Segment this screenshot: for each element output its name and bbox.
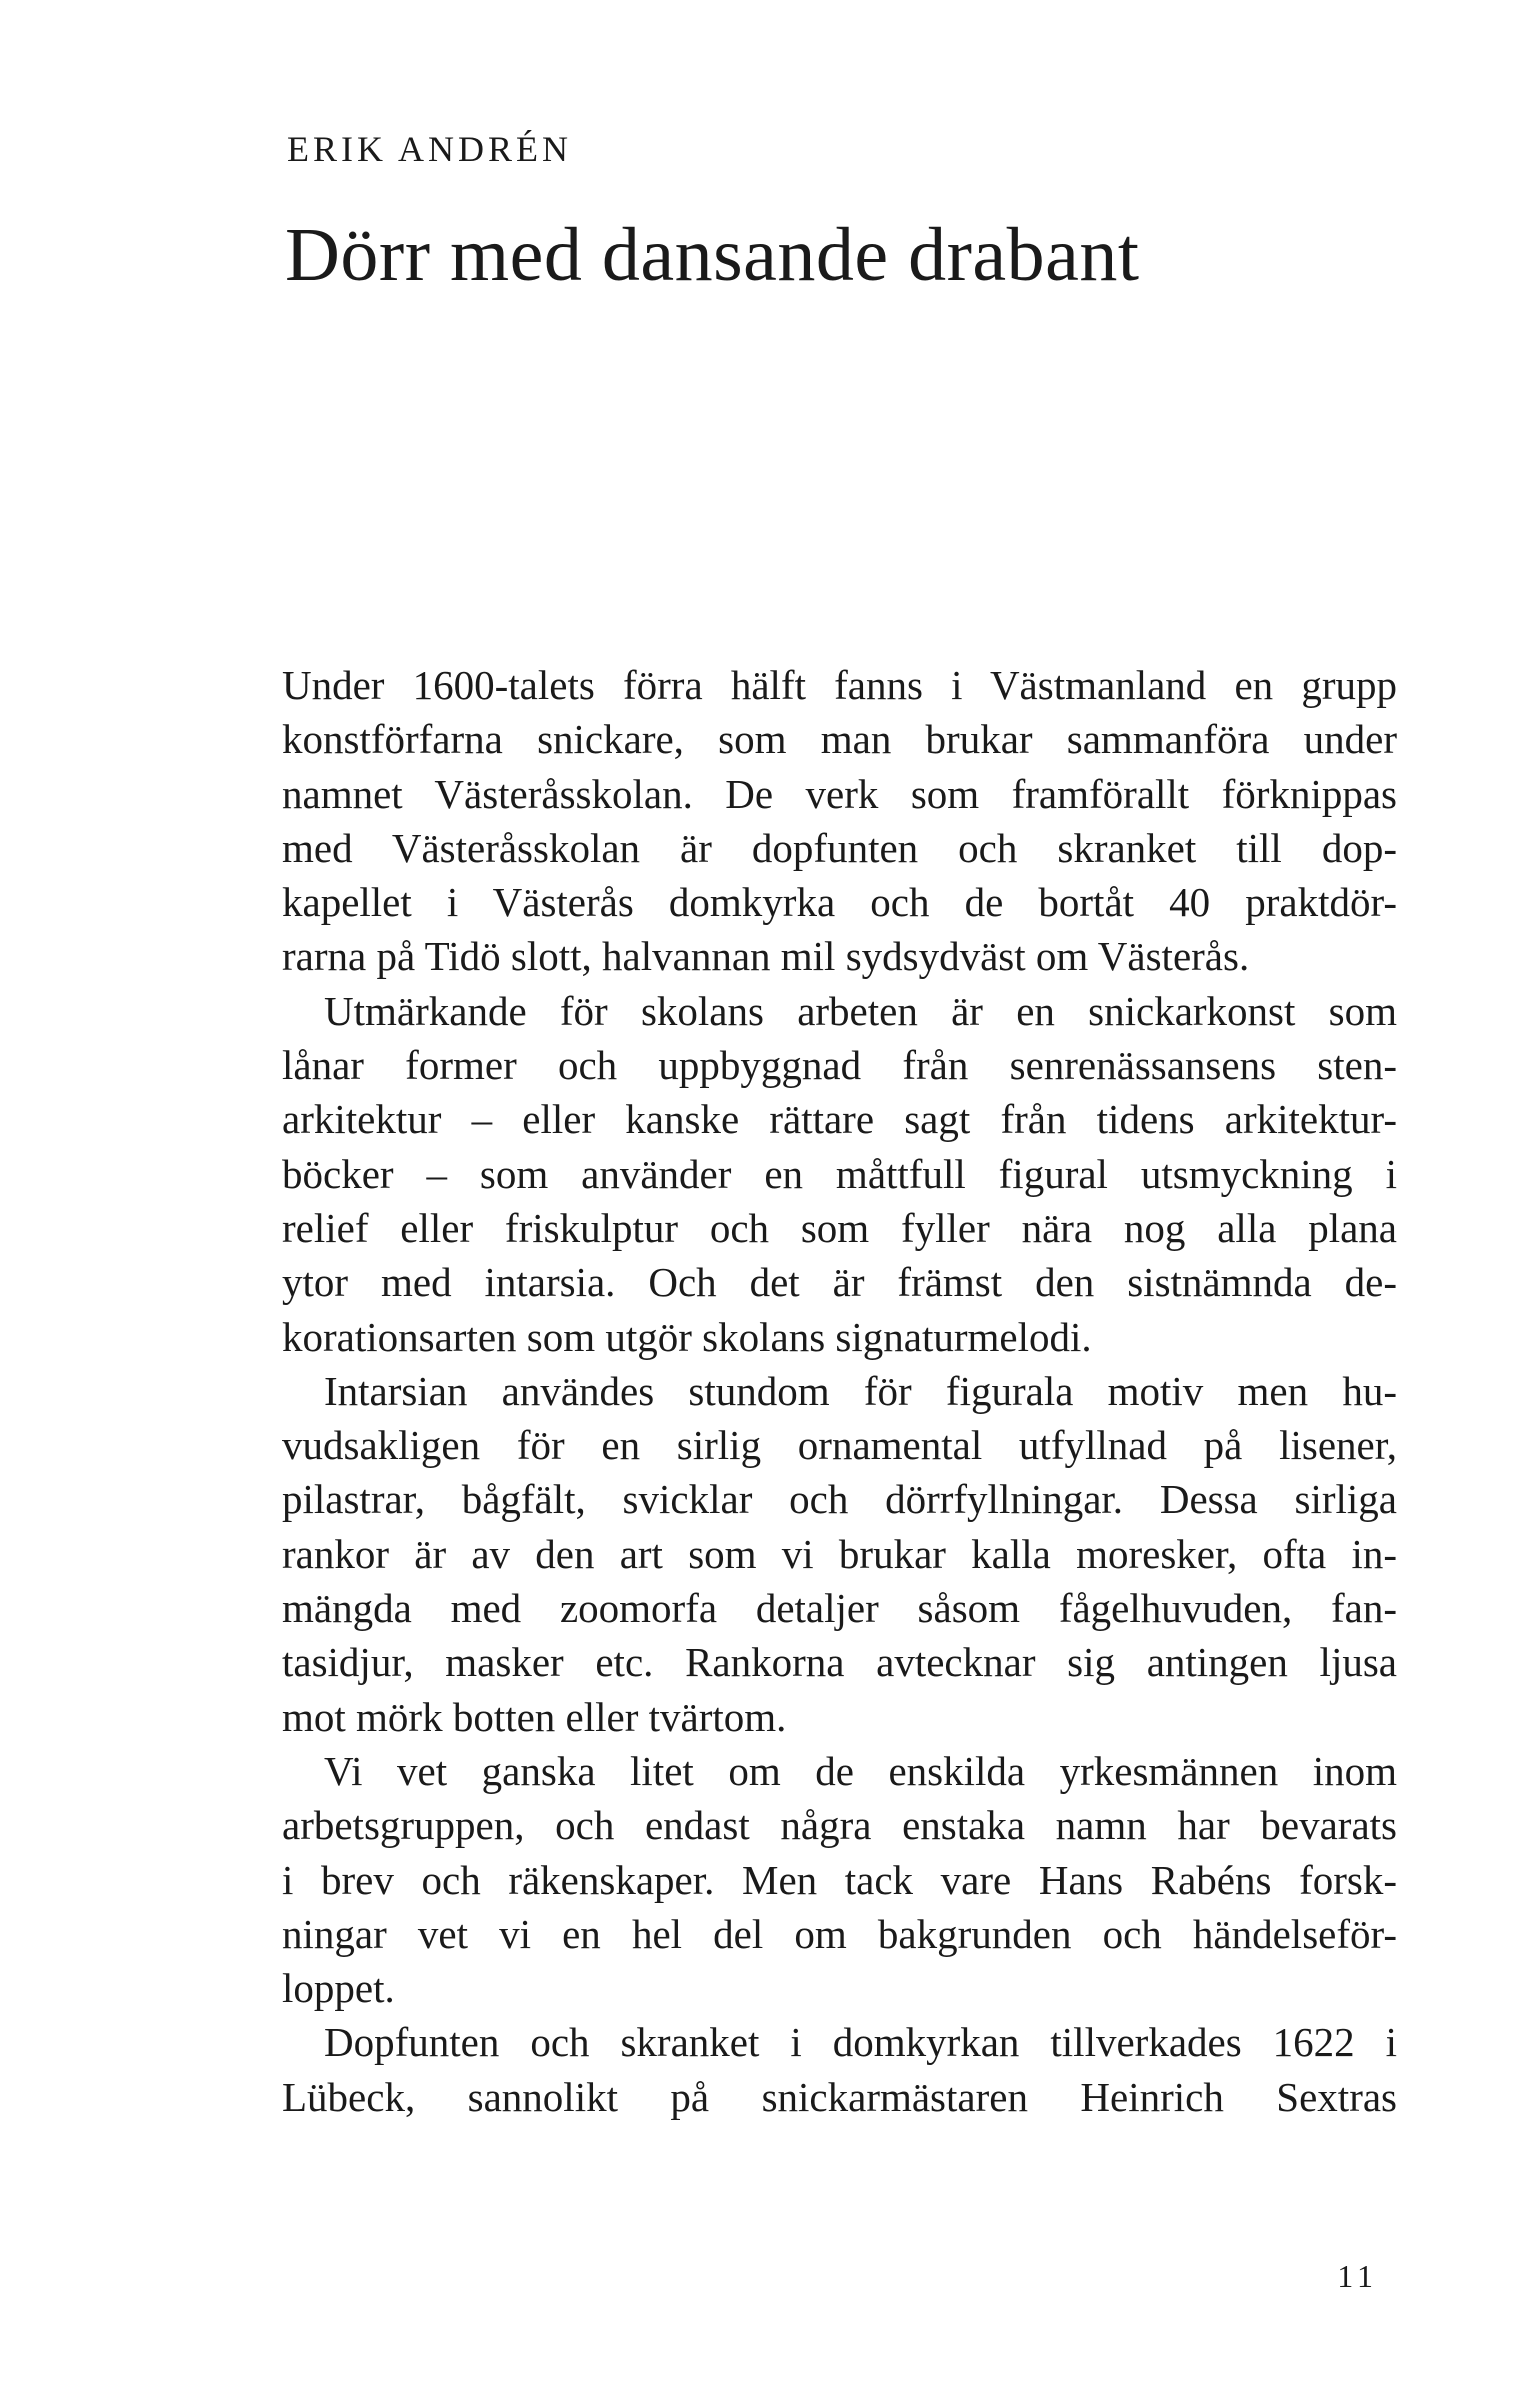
text-line: lånar former och uppbyggnad från senrenässansens sten- (282, 1042, 1397, 1089)
article-title: Dörr med dansande drabant (285, 213, 1140, 297)
text-line: mängda med zoomorfa detaljer såsom fågelhuvuden, fan- (282, 1585, 1397, 1632)
text-line: kapellet i Västerås domkyrka och de bortåt 40 praktdör- (282, 879, 1397, 926)
text-line: arkitektur – eller kanske rättare sagt från tidens arkitektur- (282, 1096, 1397, 1143)
article-body (282, 658, 1397, 2124)
text-line: relief eller friskulptur och som fyller nära nog alla plana (282, 1204, 1397, 1251)
text-line: Under 1600-talets förra hälft fanns i Västmanland en grupp (282, 662, 1397, 708)
text-line: i brev och räkenskaper. Men tack vare Hans Rabéns forsk- (282, 1856, 1397, 1903)
text-line: ytor med intarsia. Och det är främst den sistnämnda de- (282, 1259, 1397, 1306)
text-line: med Västeråsskolan är dopfunten och skranket till dop- (282, 824, 1397, 871)
text-line: Vi vet ganska litet om de enskilda yrkesmännen inom (324, 1747, 1397, 1794)
text-line: konstförfarna snickare, som man brukar sammanföra under (282, 716, 1397, 763)
text-line: arbetsgruppen, och endast några enstaka namn har bevarats (282, 1802, 1397, 1849)
text-line: Utmärkande för skolans arbeten är en snickarkonst som (324, 987, 1397, 1034)
text-line: ningar vet vi en hel del om bakgrunden och händelseför- (282, 1910, 1397, 1957)
text-line: böcker – som använder en måttfull figural utsmyckning i (282, 1150, 1397, 1197)
text-line: mot mörk botten eller tvärtom. (282, 1693, 787, 1740)
text-line: pilastrar, bågfält, svicklar och dörrfyllningar. Dessa sirliga (282, 1476, 1397, 1523)
text-line: tasidjur, masker etc. Rankorna avtecknar sig antingen ljusa (282, 1639, 1397, 1686)
text-line: rankor är av den art som vi brukar kalla moresker, ofta in- (282, 1530, 1397, 1577)
text-line: loppet. (282, 1965, 395, 2012)
text-line: Intarsian användes stundom för figurala motiv men hu- (324, 1367, 1397, 1414)
text-line: vudsakligen för en sirlig ornamental utfyllnad på lisener, (282, 1422, 1397, 1469)
text-line: namnet Västeråsskolan. De verk som framförallt förknippas (282, 770, 1397, 817)
author-name: ERIK ANDRÉN (287, 129, 572, 169)
text-line: rarna på Tidö slott, halvannan mil sydsydväst om Västerås. (282, 933, 1250, 980)
text-line: korationsarten som utgör skolans signaturmelodi. (282, 1313, 1092, 1360)
page-number: 11 (1337, 2258, 1378, 2294)
text-line: Dopfunten och skranket i domkyrkan tillverkades 1622 i (324, 2019, 1397, 2066)
text-line: Lübeck, sannolikt på snickarmästaren Heinrich Sextras (282, 2073, 1397, 2120)
